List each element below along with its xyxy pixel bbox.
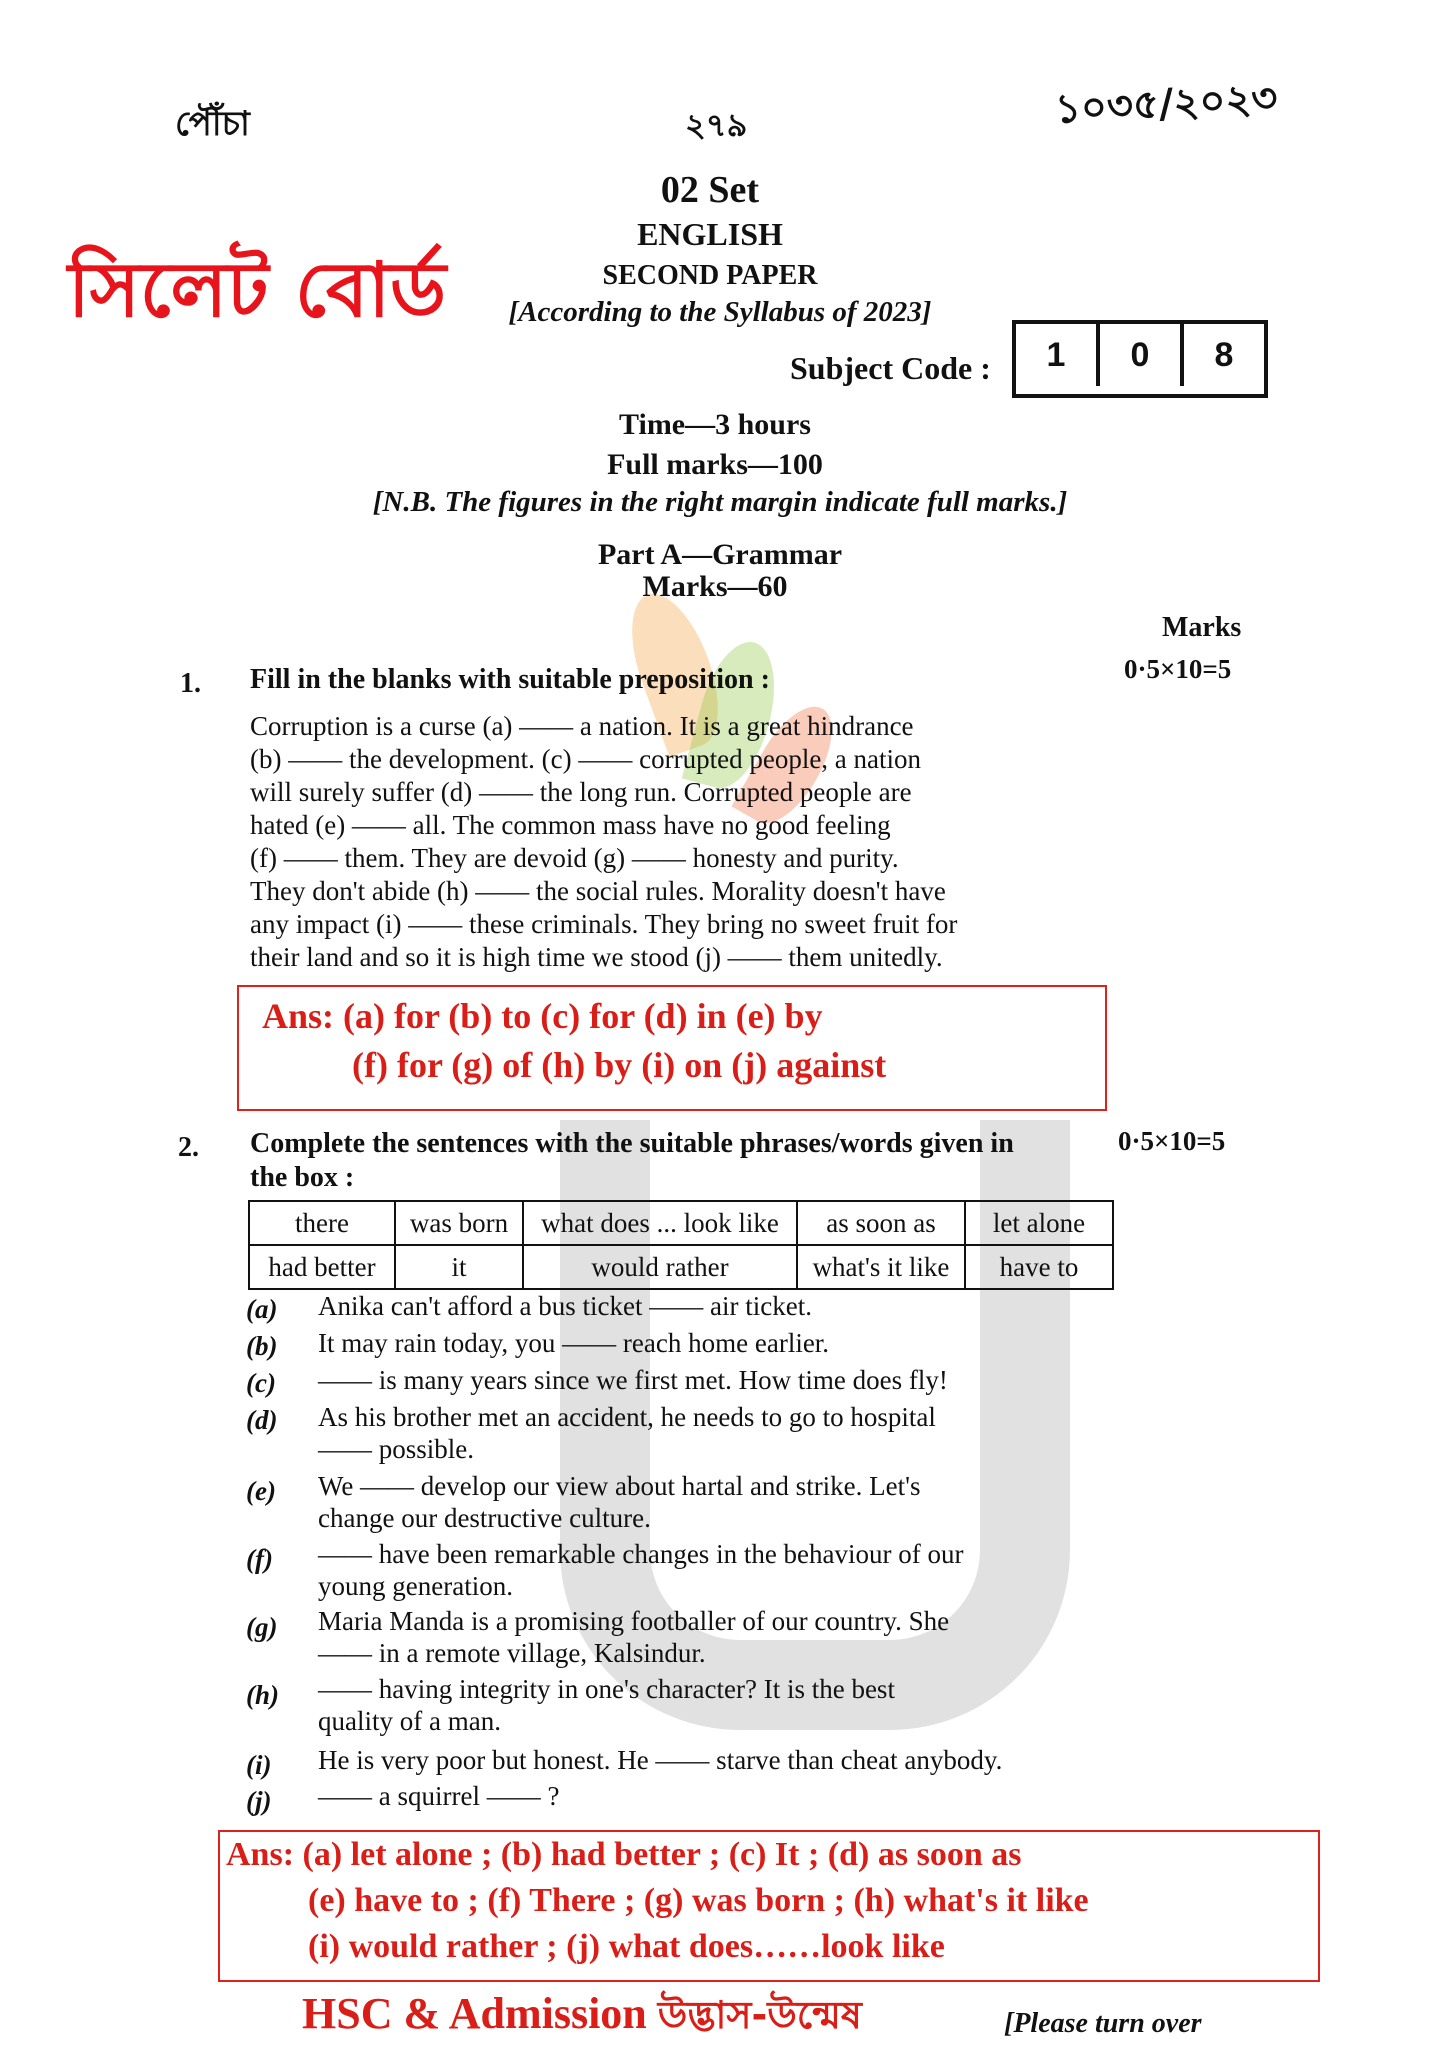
page-number: ২৭৯ bbox=[685, 106, 748, 144]
passage-line: (f) —— them. They are devoid (g) —— honesty and purity. bbox=[250, 843, 899, 873]
phrase-cell: let alone bbox=[965, 1201, 1113, 1245]
q1-instruction: Fill in the blanks with suitable preposition : bbox=[250, 664, 770, 695]
q2-number: 2. bbox=[178, 1132, 199, 1163]
subject-name: ENGLISH bbox=[637, 216, 783, 252]
part-marks: Marks—60 bbox=[642, 570, 788, 603]
q2-marks: 0·5×10=5 bbox=[1118, 1126, 1226, 1156]
q1-answer-line1: Ans: (a) for (b) to (c) for (d) in (e) by bbox=[262, 996, 823, 1036]
passage-line: They don't abide (h) —— the social rules. Morality doesn't have bbox=[250, 876, 946, 906]
phrase-cell: there bbox=[249, 1201, 395, 1245]
phrase-box bbox=[248, 1200, 1114, 1290]
item-text: change our destructive culture. bbox=[318, 1503, 651, 1533]
serial-number: ১০৩৫/২০২৩ bbox=[1053, 75, 1279, 133]
top-left-label: পৌঁচা bbox=[175, 104, 250, 144]
paper-name: SECOND PAPER bbox=[602, 260, 818, 291]
footer-brand-bn: উদ্ভাস-উন্মেষ bbox=[657, 1993, 862, 2037]
passage-line: their land and so it is high time we stood (j) —— them unitedly. bbox=[250, 942, 943, 972]
item-text: —— is many years since we first met. How time does fly! bbox=[318, 1365, 948, 1395]
item-label: (h) bbox=[246, 1680, 279, 1710]
full-marks: Full marks—100 bbox=[607, 448, 823, 481]
subject-code-digit: 1 bbox=[1016, 324, 1100, 386]
item-label: (f) bbox=[246, 1544, 273, 1574]
item-text: Maria Manda is a promising footballer of our country. She bbox=[318, 1606, 950, 1636]
item-text: —— possible. bbox=[318, 1434, 475, 1464]
footer-brand-en: HSC & Admission bbox=[302, 1989, 647, 2038]
syllabus-note: [According to the Syllabus of 2023] bbox=[508, 296, 932, 328]
item-text: He is very poor but honest. He —— starve than cheat anybody. bbox=[318, 1745, 1003, 1775]
subject-code-digit: 8 bbox=[1214, 335, 1234, 374]
passage-line: Corruption is a curse (a) —— a nation. It is a great hindrance bbox=[250, 711, 914, 741]
item-text: Anika can't afford a bus ticket —— air ticket. bbox=[318, 1291, 812, 1321]
part-title: Part A—Grammar bbox=[597, 538, 843, 571]
item-label: (d) bbox=[246, 1405, 278, 1435]
item-text: quality of a man. bbox=[318, 1706, 501, 1736]
item-label: (a) bbox=[246, 1294, 278, 1324]
passage-line: will surely suffer (d) —— the long run. Corrupted people are bbox=[250, 777, 912, 807]
item-text: It may rain today, you —— reach home earlier. bbox=[318, 1328, 830, 1358]
q2-answer-line2: (e) have to ; (f) There ; (g) was born ; (h) what's it like bbox=[308, 1882, 1089, 1919]
footer-brand bbox=[302, 1986, 862, 2050]
exam-time: Time—3 hours bbox=[619, 408, 811, 441]
item-label: (g) bbox=[246, 1612, 278, 1642]
item-text: We —— develop our view about hartal and strike. Let's bbox=[318, 1471, 921, 1501]
item-label: (c) bbox=[246, 1368, 276, 1398]
phrase-cell: as soon as bbox=[797, 1201, 965, 1245]
phrase-row bbox=[249, 1245, 1113, 1289]
phrase-cell: what does ... look like bbox=[523, 1201, 797, 1245]
q2-answer-line3: (i) would rather ; (j) what does……look like bbox=[308, 1928, 945, 1965]
item-label: (e) bbox=[246, 1476, 276, 1506]
phrase-cell: it bbox=[395, 1245, 523, 1289]
item-label: (i) bbox=[246, 1750, 272, 1780]
phrase-cell: was born bbox=[395, 1201, 523, 1245]
q1-number: 1. bbox=[180, 668, 201, 699]
board-name: সিলেট বোর্ড bbox=[68, 245, 447, 334]
phrase-cell: would rather bbox=[523, 1245, 797, 1289]
subject-code-label: Subject Code : bbox=[790, 350, 991, 386]
turn-over-note: [Please turn over bbox=[1004, 2008, 1202, 2039]
q2-instruction-line2: the box : bbox=[250, 1162, 355, 1193]
item-text: young generation. bbox=[318, 1571, 513, 1601]
marks-heading: Marks bbox=[1162, 612, 1242, 643]
phrase-cell: what's it like bbox=[797, 1245, 965, 1289]
passage-line: hated (e) —— all. The common mass have no good feeling bbox=[250, 810, 891, 840]
phrase-cell: have to bbox=[965, 1245, 1113, 1289]
phrase-cell: had better bbox=[249, 1245, 395, 1289]
q2-instruction-line1: Complete the sentences with the suitable phrases/words given in bbox=[250, 1128, 1014, 1159]
item-text: —— a squirrel —— ? bbox=[318, 1781, 560, 1811]
item-label: (b) bbox=[246, 1331, 278, 1361]
passage-line: any impact (i) —— these criminals. They bring no sweet fruit for bbox=[250, 909, 958, 939]
q1-marks: 0·5×10=5 bbox=[1124, 654, 1232, 684]
q1-answer-line2: (f) for (g) of (h) by (i) on (j) against bbox=[352, 1045, 887, 1085]
set-label: 02 Set bbox=[660, 169, 760, 211]
item-text: —— having integrity in one's character? It is the best bbox=[318, 1674, 895, 1704]
item-text: —— in a remote village, Kalsindur. bbox=[318, 1638, 706, 1668]
subject-code-digit: 0 bbox=[1100, 324, 1184, 386]
phrase-row bbox=[249, 1201, 1113, 1245]
item-text: —— have been remarkable changes in the behaviour of our bbox=[318, 1539, 964, 1569]
item-text: As his brother met an accident, he needs to go to hospital bbox=[318, 1402, 936, 1432]
item-label: (j) bbox=[246, 1786, 272, 1816]
q2-answer-line1: Ans: (a) let alone ; (b) had better ; (c) It ; (d) as soon as bbox=[226, 1836, 1022, 1873]
nb-note: [N.B. The figures in the right margin indicate full marks.] bbox=[372, 486, 1068, 518]
passage-line: (b) —— the development. (c) —— corrupted people, a nation bbox=[250, 744, 922, 774]
